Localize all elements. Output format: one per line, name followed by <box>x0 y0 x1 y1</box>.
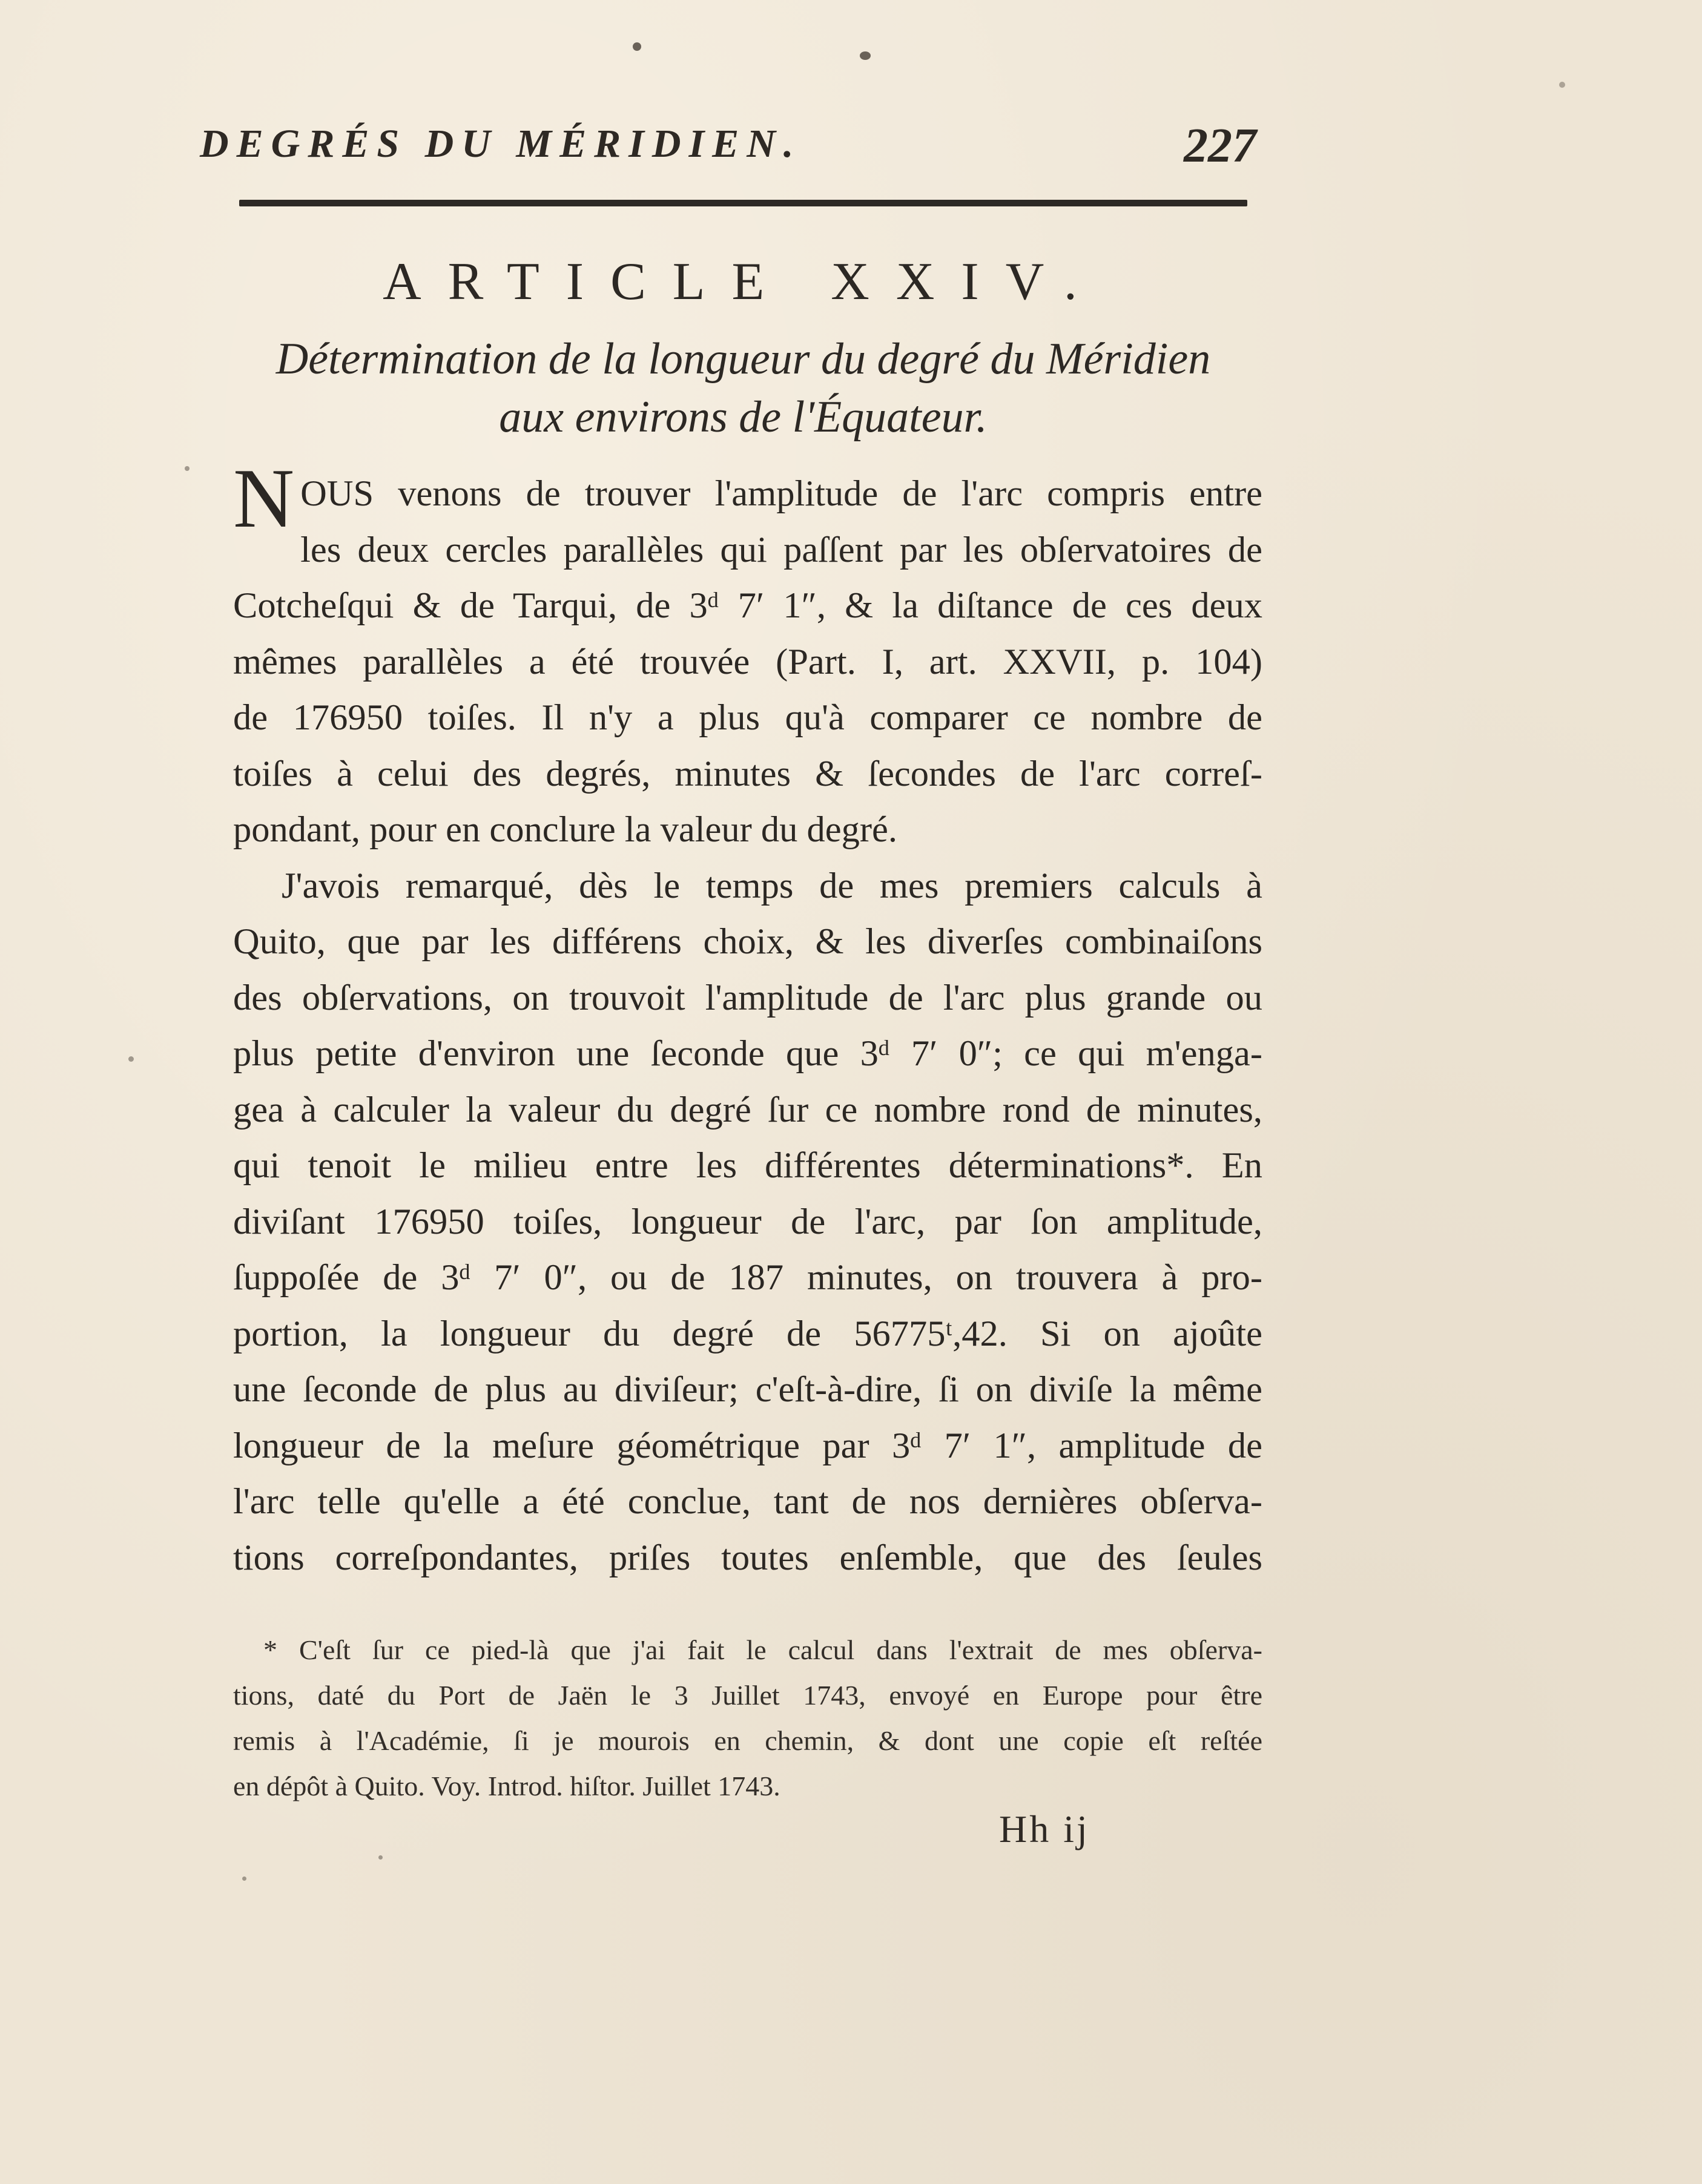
body-line: les deux cercles parallèles qui paſſent par les obſervatoires de <box>300 529 1262 570</box>
footnote <box>233 1627 1262 1809</box>
paper-speck <box>860 51 871 60</box>
subtitle-line-1: Détermination de la longueur du degré du Méridien <box>275 334 1211 384</box>
body-line: portion, la longueur du degré de 56775ᵗ,42. Si on ajoûte <box>233 1313 1262 1354</box>
body-line: une ſeconde de plus au diviſeur; c'eſt-à-dire, ſi on diviſe la même <box>233 1369 1262 1410</box>
body-line: diviſant 176950 toiſes, longueur de l'arc, par ſon amplitude, <box>233 1201 1262 1242</box>
body-line: OUS venons de trouver l'amplitude de l'arc compris entre <box>300 473 1262 514</box>
footnote-line: * C'eſt ſur ce pied-là que j'ai fait le calcul dans l'extrait de mes obſerva- <box>263 1634 1262 1665</box>
article-subtitle <box>239 330 1247 446</box>
body-line: ſuppoſée de 3ᵈ 7′ 0″, ou de 187 minutes, on trouvera à pro- <box>233 1257 1262 1298</box>
paper-speck <box>633 42 641 51</box>
body-line: l'arc telle qu'elle a été conclue, tant de nos dernières obſerva- <box>233 1481 1262 1522</box>
paper-speck <box>242 1876 246 1881</box>
paper-speck <box>185 466 190 471</box>
body-line: des obſervations, on trouvoit l'amplitude de l'arc plus grande ou <box>233 977 1262 1018</box>
body-text <box>233 452 1262 1586</box>
subtitle-line-2: aux environs de l'Équateur. <box>499 392 988 442</box>
header-rule <box>239 200 1247 206</box>
body-line: mêmes parallèles a été trouvée (Part. I, art. XXVII, p. 104) <box>233 641 1262 682</box>
body-line: toiſes à celui des degrés, minutes & ſecondes de l'arc correſ- <box>233 753 1262 794</box>
body-line: de 176950 toiſes. Il n'y a plus qu'à comparer ce nombre de <box>233 697 1262 738</box>
body-line: pondant, pour en conclure la valeur du degré. <box>233 809 897 850</box>
body-line: plus petite d'environ une ſeconde que 3ᵈ 7′ 0″; ce qui m'enga- <box>233 1033 1262 1074</box>
paper-speck <box>128 1056 134 1062</box>
body-line: qui tenoit le milieu entre les différentes déterminations*. En <box>233 1145 1262 1186</box>
signature-mark: Hh ij <box>999 1807 1090 1850</box>
dropcap-letter: N <box>233 452 295 545</box>
article-title: ARTICLE XXIV. <box>383 252 1104 311</box>
body-line: tions correſpondantes, priſes toutes enſemble, que des ſeules <box>233 1537 1262 1578</box>
footnote-line: tions, daté du Port de Jaën le 3 Juillet 1743, envoyé en Europe pour être <box>233 1680 1262 1711</box>
page-number: 227 <box>1184 119 1256 173</box>
body-line: Cotcheſqui & de Tarqui, de 3ᵈ 7′ 1″, & la diſtance de ces deux <box>233 585 1262 626</box>
body-line: gea à calculer la valeur du degré ſur ce nombre rond de minutes, <box>233 1089 1262 1130</box>
running-head: DEGRÉS DU MÉRIDIEN. <box>200 122 802 166</box>
body-line: Quito, que par les différens choix, & les diverſes combinaiſons <box>233 921 1262 962</box>
footnote-line: remis à l'Académie, ſi je mourois en chemin, & dont une copie eſt reſtée <box>233 1725 1262 1756</box>
footnote-line: en dépôt à Quito. Voy. Introd. hiſtor. Juillet 1743. <box>233 1771 780 1801</box>
paper-speck <box>1559 82 1565 88</box>
body-line: J'avois remarqué, dès le temps de mes premiers calculs à <box>282 865 1262 906</box>
paper-speck <box>378 1855 383 1860</box>
body-line: longueur de la meſure géométrique par 3ᵈ 7′ 1″, amplitude de <box>233 1425 1262 1466</box>
